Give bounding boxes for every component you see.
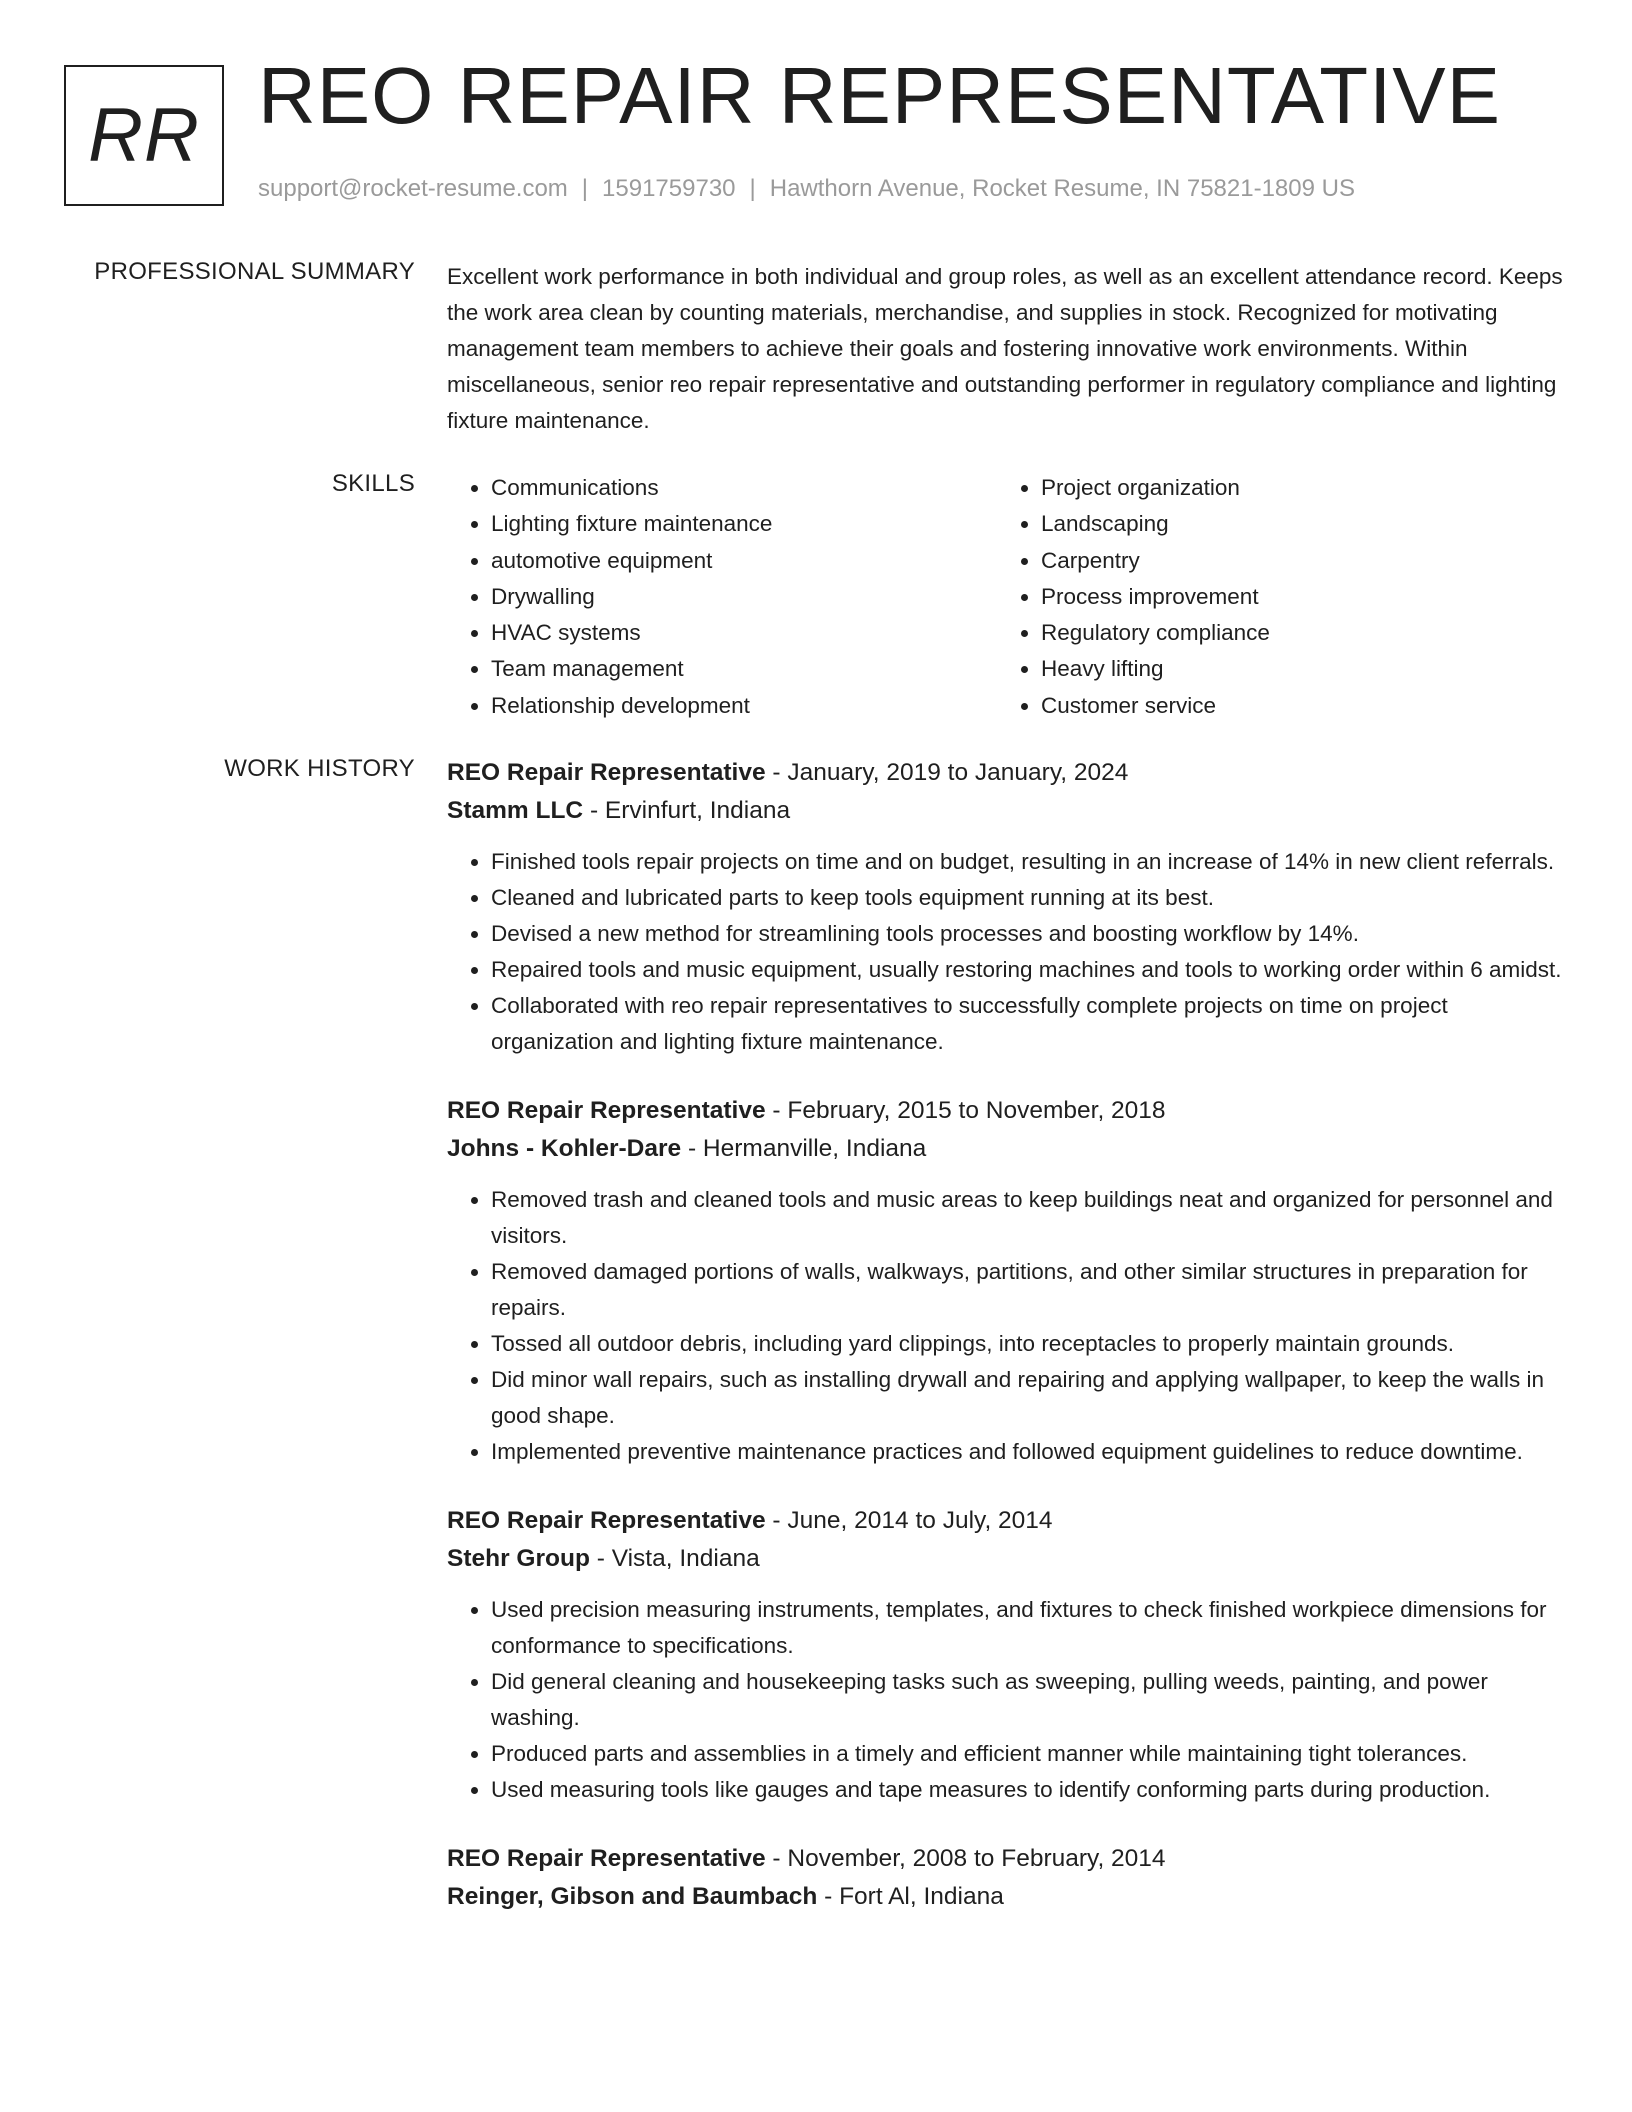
job-bullet: • Did minor wall repairs, such as installing drywall and repairing and applying wallpaper, to keep the walls in good shape. [491, 1362, 1567, 1434]
job-company-line [447, 1878, 1567, 1916]
job-dates: - June, 2014 to July, 2014 [765, 1507, 1053, 1534]
job-title-line [447, 1840, 1567, 1878]
job-bullet-list [447, 1592, 1567, 1808]
monogram-logo [64, 65, 224, 206]
skill-item: • Process improvement [1041, 579, 1547, 615]
job-company-line [447, 1540, 1567, 1578]
job-company: Stehr Group [447, 1545, 590, 1572]
job-company: Stamm LLC [447, 797, 584, 824]
job-bullet-list [447, 1182, 1567, 1470]
job-bullet: • Removed damaged portions of walls, walkways, partitions, and other similar structures in preparation for repairs. [491, 1254, 1567, 1326]
summary-heading: PROFESSIONAL SUMMARY [94, 258, 415, 285]
skill-item: • automotive equipment [491, 543, 997, 579]
monogram-initials: RR [88, 93, 200, 178]
summary-text: Excellent work performance in both individual and group roles, as well as an excellent attendance record. Keeps the work area clean by counting materials, merchandise, and supplies in stock. Recognized for motivating management team members to achieve their goals and fostering innovative work environments. Within miscellaneous, senior reo repair representative and outstanding performer in regulatory compliance and lighting fixture maintenance. [447, 264, 1563, 433]
job-bullet: • Cleaned and lubricated parts to keep tools equipment running at its best. [491, 880, 1567, 916]
skills-columns [447, 470, 1567, 724]
job-entry [447, 1502, 1567, 1808]
job-title: REO Repair Representative [447, 759, 766, 786]
skill-item: • Project organization [1041, 470, 1547, 506]
job-bullet: • Used precision measuring instruments, templates, and fixtures to check finished workpiece dimensions for conformance to specifications. [491, 1592, 1567, 1664]
job-bullet-list [447, 844, 1567, 1060]
job-entry [447, 1840, 1567, 1916]
job-dates: - November, 2008 to February, 2014 [765, 1845, 1166, 1872]
skills-list-right [997, 470, 1547, 724]
contact-email: support@rocket-resume.com [258, 175, 568, 202]
job-title-line [447, 1502, 1567, 1540]
job-bullet: • Devised a new method for streamlining tools processes and boosting workflow by 14%. [491, 916, 1567, 952]
contact-phone: 1591759730 [602, 175, 736, 202]
skill-item: • Team management [491, 651, 997, 687]
skill-item: • Relationship development [491, 688, 997, 724]
job-company-line [447, 792, 1567, 830]
job-location: - Hermanville, Indiana [681, 1135, 927, 1162]
skill-item: • HVAC systems [491, 615, 997, 651]
job-location: - Ervinfurt, Indiana [583, 797, 791, 824]
job-location: - Vista, Indiana [589, 1545, 760, 1572]
job-bullet: • Implemented preventive maintenance practices and followed equipment guidelines to reduce downtime. [491, 1434, 1567, 1470]
contact-line [258, 175, 1355, 203]
job-title: REO Repair Representative [447, 1507, 766, 1534]
skill-item: • Drywalling [491, 579, 997, 615]
contact-separator: | [581, 175, 589, 202]
job-list [447, 754, 1567, 1930]
contact-separator: | [749, 175, 756, 202]
job-entry [447, 1092, 1567, 1470]
job-title: REO Repair Representative [447, 1845, 766, 1872]
job-bullet: • Repaired tools and music equipment, usually restoring machines and tools to working order within 6 amidst. [491, 952, 1567, 988]
job-entry [447, 754, 1567, 1060]
job-title-line [447, 1092, 1567, 1130]
job-company: Reinger, Gibson and Baumbach [447, 1883, 818, 1910]
job-title-line [447, 754, 1567, 792]
contact-address: Hawthorn Avenue, Rocket Resume, IN 75821-1809 US [769, 175, 1355, 202]
skills-heading: SKILLS [331, 470, 415, 497]
job-bullet: • Used measuring tools like gauges and tape measures to identify conforming parts during production. [491, 1772, 1567, 1808]
skill-item: • Communications [491, 470, 997, 506]
skill-item: • Carpentry [1041, 543, 1547, 579]
job-bullet: • Collaborated with reo repair representatives to successfully complete projects on time on project organization and lighting fixture maintenance. [491, 988, 1567, 1060]
skill-item: • Regulatory compliance [1041, 615, 1547, 651]
skills-list-left [447, 470, 997, 724]
job-bullet: • Produced parts and assemblies in a timely and efficient manner while maintaining tight tolerances. [491, 1736, 1567, 1772]
job-bullet: • Did general cleaning and housekeeping tasks such as sweeping, pulling weeds, painting, and power washing. [491, 1664, 1567, 1736]
skill-item: • Landscaping [1041, 506, 1547, 542]
skill-item: • Heavy lifting [1041, 651, 1547, 687]
job-dates: - February, 2015 to November, 2018 [765, 1097, 1166, 1124]
job-bullet: • Removed trash and cleaned tools and music areas to keep buildings neat and organized for personnel and visitors. [491, 1182, 1567, 1254]
job-bullet: • Tossed all outdoor debris, including yard clippings, into receptacles to properly maintain grounds. [491, 1326, 1567, 1362]
job-dates: - January, 2019 to January, 2024 [765, 759, 1129, 786]
job-company-line [447, 1130, 1567, 1168]
skill-item: • Customer service [1041, 688, 1547, 724]
job-title: REO Repair Representative [447, 1097, 766, 1124]
candidate-name: REO REPAIR REPRESENTATIVE [258, 51, 1502, 140]
job-location: - Fort Al, Indiana [817, 1883, 1004, 1910]
skill-item: • Lighting fixture maintenance [491, 506, 997, 542]
work-history-heading: WORK HISTORY [224, 755, 415, 782]
job-company: Johns - Kohler-Dare [447, 1135, 682, 1162]
job-bullet: • Finished tools repair projects on time and on budget, resulting in an increase of 14% in new client referrals. [491, 844, 1567, 880]
